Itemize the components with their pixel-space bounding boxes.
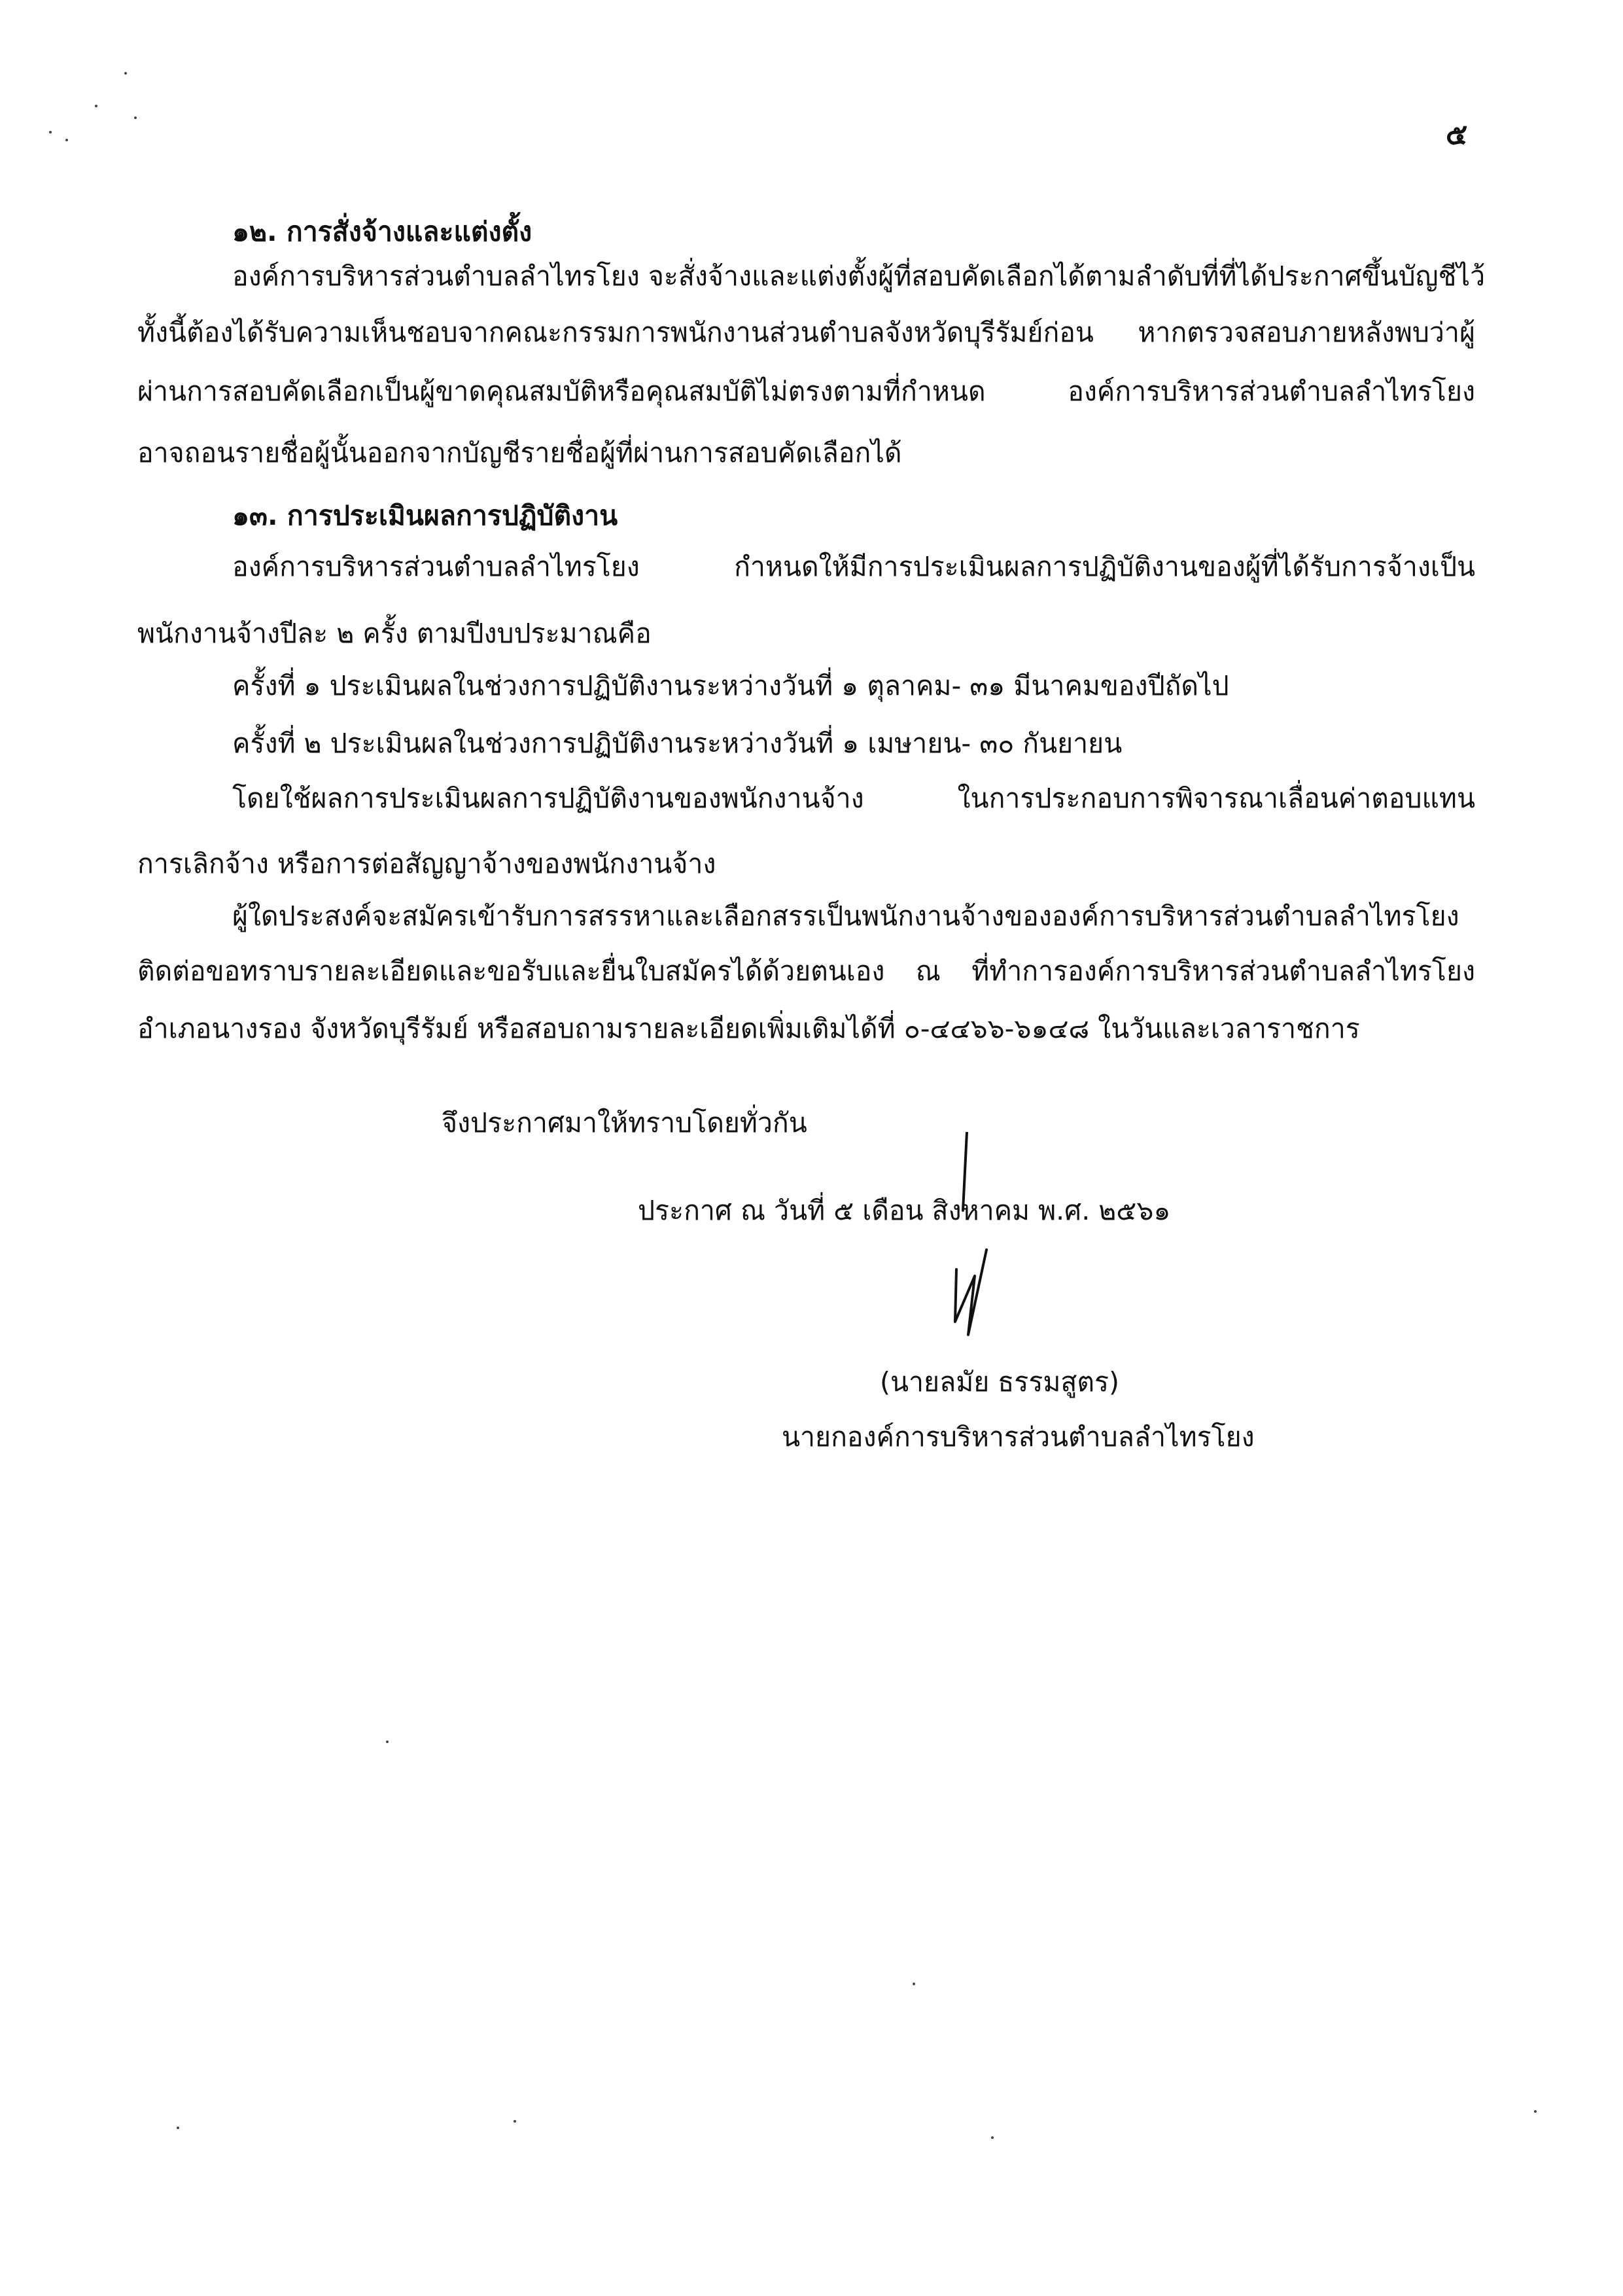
section-13-line-1: องค์การบริหารส่วนตำบลลำไทรโยง กำหนดให้มีการประเมินผลการปฏิบัติงานของผู้ที่ได้รับการจ้างเป็น bbox=[232, 551, 1475, 582]
section-13-heading: ๑๓. การประเมินผลการปฏิบัติงาน bbox=[232, 500, 618, 531]
scan-speck bbox=[514, 2120, 516, 2123]
signer-name: (นายลมัย ธรรมสูตร) bbox=[880, 1366, 1120, 1398]
section-12-heading: ๑๒. การสั่งจ้างและแต่งตั้ง bbox=[232, 216, 532, 247]
contact-line-1: ผู้ใดประสงค์จะสมัครเข้ารับการสรรหาและเลือกสรรเป็นพนักงานจ้างขององค์การบริหารส่วนตำบลลำไทรโยง bbox=[232, 900, 1459, 932]
scan-speck bbox=[49, 131, 52, 133]
announcement-line: จึงประกาศมาให้ทราบโดยทั่วกัน bbox=[442, 1107, 807, 1139]
scan-speck bbox=[177, 2127, 179, 2129]
section-12-line-3: ผ่านการสอบคัดเลือกเป็นผู้ขาดคุณสมบัติหรือคุณสมบัติไม่ตรงตามที่กำหนด องค์การบริหารส่วนตำบลลำไทรโยง bbox=[137, 376, 1475, 407]
signer-title: นายกองค์การบริหารส่วนตำบลลำไทรโยง bbox=[782, 1421, 1255, 1453]
scan-speck bbox=[134, 116, 137, 119]
section-12-line-4: อาจถอนรายชื่อผู้นั้นออกจากบัญชีรายชื่อผู้ที่ผ่านการสอบคัดเลือกได้ bbox=[137, 437, 902, 468]
section-13-line-5: โดยใช้ผลการประเมินผลการปฏิบัติงานของพนักงานจ้าง ในการประกอบการพิจารณาเลื่อนค่าตอบแทน bbox=[232, 783, 1475, 814]
section-13-round-2: ครั้งที่ ๒ ประเมินผลในช่วงการปฏิบัติงานระหว่างวันที่ ๑ เมษายน- ๓๐ กันยายน bbox=[232, 728, 1123, 759]
scan-speck bbox=[95, 105, 97, 107]
scan-speck bbox=[124, 72, 127, 75]
scan-speck bbox=[65, 139, 68, 141]
scan-speck bbox=[386, 1740, 389, 1743]
section-13-line-2: พนักงานจ้างปีละ ๒ ครั้ง ตามปีงบประมาณคือ bbox=[137, 618, 652, 649]
section-12-line-1: องค์การบริหารส่วนตำบลลำไทรโยง จะสั่งจ้างและแต่งตั้งผู้ที่สอบคัดเลือกได้ตามลำดับที่ที่ได้ประกาศขึ้นบัญชีไว้ bbox=[232, 260, 1486, 292]
contact-line-2: ติดต่อขอทราบรายละเอียดและขอรับและยื่นใบสมัครได้ด้วยตนเอง ณ ที่ทำการองค์การบริหารส่วนตำบลลำไทรโยง bbox=[137, 955, 1475, 987]
scan-speck bbox=[913, 1983, 915, 1985]
scan-speck bbox=[1534, 2110, 1537, 2113]
date-line: ประกาศ ณ วันที่ ๕ เดือน สิงหาคม พ.ศ. ๒๕๖๑ bbox=[638, 1195, 1171, 1226]
scan-speck bbox=[991, 2136, 994, 2139]
section-13-line-6: การเลิกจ้าง หรือการต่อสัญญาจ้างของพนักงานจ้าง bbox=[137, 848, 716, 879]
contact-line-3: อำเภอนางรอง จังหวัดบุรีรัมย์ หรือสอบถามรายละเอียดเพิ่มเติมได้ที่ ๐-๔๔๖๖-๖๑๔๘ ในวันและเวลาราชการ bbox=[137, 1013, 1360, 1044]
signature bbox=[929, 1132, 1007, 1368]
section-12-line-2: ทั้งนี้ต้องได้รับความเห็นชอบจากคณะกรรมการพนักงานส่วนตำบลจังหวัดบุรีรัมย์ก่อน หากตรวจสอบภายหลังพบว่าผู้ bbox=[137, 317, 1475, 348]
section-13-round-1: ครั้งที่ ๑ ประเมินผลในช่วงการปฏิบัติงานระหว่างวันที่ ๑ ตุลาคม- ๓๑ มีนาคมของปีถัดไป bbox=[232, 670, 1229, 701]
page-number: ๕ bbox=[1446, 118, 1468, 151]
